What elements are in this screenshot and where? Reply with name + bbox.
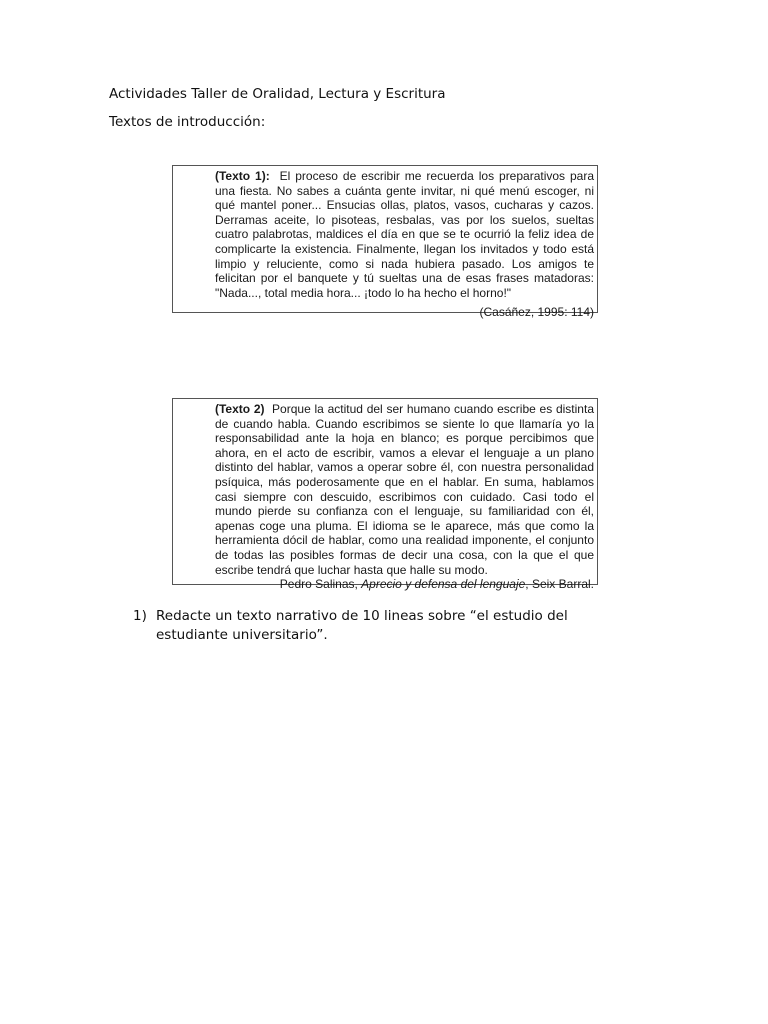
texto-2-label: (Texto 2): [215, 402, 265, 416]
citation-publisher: , Seix Barral.: [525, 577, 594, 592]
texto-2-citation: [177, 577, 594, 592]
question-text: Redacte un texto narrativo de 10 lineas sobre “el estudio del estudiante universitario”.: [156, 608, 568, 643]
texto-1-box: [172, 165, 598, 320]
document-title: Actividades Taller de Oralidad, Lectura y Escritura: [109, 86, 446, 102]
citation-author: Pedro Salinas,: [279, 577, 362, 592]
texto-1-citation: (Casáñez, 1995: 114): [479, 305, 594, 320]
texto-2-paragraph: [177, 402, 594, 577]
texto-2-body: Porque la actitud del ser humano cuando escribe es distinta de cuando habla. Cuando escribimos se siente lo que llamaría yo la responsabilidad ante la hoja en blanco; es porque percibimos que ahora, en el acto de escribir, vamos a elevar el lenguaje a un plano distinto del hablar, vamos a operar sobre él, con nuestra personalidad psíquica, más poderosamente que en el hablar. En suma, hablamos casi siempre con descuido, escribimos con cuidado. Casi todo el mundo pierde su confianza con el lenguaje, su familiaridad con él, apenas coge una pluma. El idioma se le aparece, más que como la herramienta dócil de hablar, como una realidad imponente, el conjunto de todas las posibles formas de decir una cosa, con la que el que escribe tendrá que luchar hasta que halle su modo.: [215, 402, 594, 577]
intro-heading: Textos de introducción:: [109, 114, 266, 130]
texto-1-paragraph: [177, 169, 594, 300]
texto-1-body: El proceso de escribir me recuerda los preparativos para una fiesta. No sabes a cuánta gente invitar, ni qué menú escoger, ni qué mantel poner... Ensucias ollas, platos, vasos, cucharas y cazos. Derramas aceite, lo pisoteas, resbalas, vas por los suelos, sueltas cuatro palabrotas, maldices el día en que se te ocurrió la feliz idea de complicarte la existencia. Finalmente, llegan los invitados y todo está limpio y reluciente, como si nada hubiera pasado. Los amigos te felicitan por el banquete y tú sueltas una de esas frases matadoras: "Nada..., total media hora... ¡todo lo ha hecho el horno!": [215, 169, 595, 300]
question-item: [133, 607, 633, 645]
texto-1-label: (Texto 1):: [215, 169, 270, 183]
citation-work: Aprecio y defensa del lenguaje: [361, 577, 526, 592]
question-number: 1): [133, 608, 147, 624]
texto-2-box: [172, 398, 598, 592]
